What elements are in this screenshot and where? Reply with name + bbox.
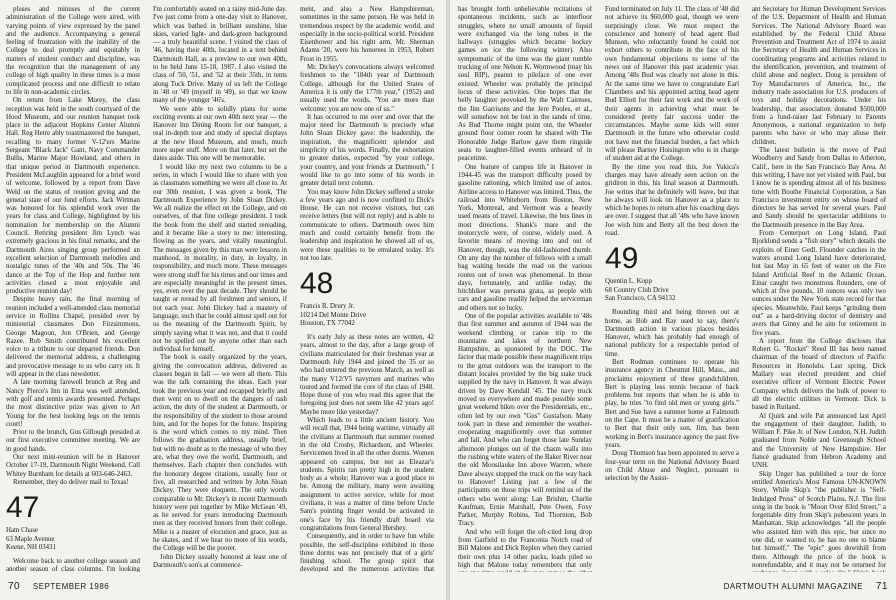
- paragraph: Prior to the brunch, Gus Gillough presided at our first executive committee meeting. We are in good hands.: [6, 429, 140, 453]
- page-number: 70: [8, 581, 21, 592]
- left-column-3: [300, 6, 434, 572]
- class-49-column-text: [605, 309, 739, 483]
- paragraph: And who will forget the oft-cited long drop from Garfield to the Franconia Notch road of Bill Malone and Dick Replen when they carried their own plus 14 other packs, loads piled so high that Malone today remembers that only: [458, 528, 592, 569]
- paragraph: Our next mini-reunion will be in Hanover October 17-19, Dartmouth Night Weekend. Call Whitey Burnham for details at 603-646-2463.: [6, 454, 140, 478]
- right-column-3: [752, 6, 886, 572]
- class-secretary-address: [300, 303, 434, 328]
- address-line: Francis R. Drury Jr.: [300, 303, 355, 311]
- issue-date: SEPTEMBER 1986: [32, 582, 110, 591]
- class-46-column-text: [6, 6, 140, 487]
- class-48-column-text-end: [605, 6, 739, 238]
- paragraph: Doug Thomson has been appointed to serve a four-year term on the National Advisory Board on Child Abuse and Neglect, pursuant to selection by the Assist-: [605, 450, 739, 483]
- address-line: Ham Chase: [6, 527, 38, 535]
- class-47-column-text-continued: [153, 6, 287, 570]
- class-48-heading-block: [300, 269, 434, 572]
- paragraph: One of the popular activities available to '48s that first summer and autumn of 1944 was the weekend climbing or canoe trip to the mountains and lakes of northern New Hampshire, as sponsored by the DOC. The factor that made possible these magnificent trips to the great outdoors was the transport to the distant locales provided by the big stake truck supplied by the navy in Hanover. It was always driven by Dave Kendall '45. The navy truck moved us everywhere and made possible some great weekend hikes over the Presidentials, etc., often led by our own "Gus" Gustafson. Many took part in these and remember the weather-cooperating magnificently over that summer and fall. And who can forget those late Sunday afternoon plunges out of the chasm walls into the rushing white waters of the Baker River near the old Moosilauke Inn above Warren, where Dave always stopped the truck on the way back to Hanover! Listing just a few of the participants on those trips will remind us of the others who went along: Lan Brishin, Charlie Kaufman, Ernie Marshall, Pete Owen, Foxy Parker, Murphy Robins, Ted Thornton, Bob Tracy.: [458, 312, 592, 528]
- left-page: [0, 0, 446, 600]
- paragraph: We were able to solidly plans for some exciting events at our own 40th next year — the Hanover Inn Dining Room for our banquet, a real in-depth tour and study of special displays at the new Hood Museum, and much, much more super stuff. More on that later, but set the dates aside. This one will be memorable.: [153, 105, 287, 163]
- class-49-heading-block: [605, 244, 739, 483]
- paragraph: Bert Rodman continues to operate his insurance agency in Chestnut Hill, Mass., and proclaims enjoyment of three grandchildren. Bert is playing less tennis because of back problems but reports that when he is able to play, he tries "to find old men or young girls." Bert and Sue have a summer home at Falmouth on the Cape. It must be a matter of gratification to Bert that their only son, Jim, has been working in Bert's insurance agency the past five years.: [605, 358, 739, 449]
- paragraph: You may know John Dickey suffered a stroke a few years ago and is now confined to Dick's House. He can not receive visitors, but can receive letters (but will not reply) and is able to communicate to others. Dartmouth owes him much and could certainly benefit from the leadership and inspiration he showed all of us, were these qualities to be emulated today. It's not too late.: [300, 188, 434, 262]
- address-line: Quentin L. Kopp: [605, 278, 652, 286]
- paragraph: From Centerport on Long Island, Paul Bjorklund sends a "fish story" which details the exploits of Einer Gedl. Flounder catches in the waters around Long Island have deteriorated, but last May in 65 feet of water on the Fire Island Artificial Reef in the Atlantic Ocean, Einar caught two monstrous flounders, one of which at five pounds, 10 ounces was only two ounces under the New York state record for that species. Meanwhile, Paul keeps "grinding them out" as a hard-driving doctor of dentistry and avers that Ginny and he aim for retirement in five years.: [752, 230, 886, 337]
- paragraph: A late morning farewell brunch at Reg and Nancy Pierce's Inn in Etna was well attended, with golf and tennis awards presented. Perhaps the most distinctive prize was given to Art Young for the best looking legs on the tennis court!: [6, 379, 140, 428]
- class-48-column-text: [300, 334, 434, 572]
- class-47-column-text-end: [300, 6, 434, 263]
- class-48-column-text-continued: [458, 6, 592, 572]
- left-page-folio: [8, 581, 109, 592]
- class-year-number: 49: [605, 242, 639, 276]
- address-line: 63 Maple Avenue: [6, 535, 55, 543]
- paragraph: On return from Lake Morey, the class reception was held in the south courtyard of the Hood Museum, and our reunion banquet took place in the adjacent Hopkins Center Alumni Hall. Reg Hetre ably toastmastered the banquet, recalling to many former V-12'ers Marine Sergeant "Black Jack" Gant, Navy Commander Bullis, Marine Major Howland, and others in that unique period in Dartmouth experience. President McLaughlin appeared for a brief word of welcome, followed by a report from Dave Weld on the status of reunion giving and the general state of our fund efforts. Jack Wittman was honored for his splendid work over the years for class and College, highlighted by his nomination for membership on the Alumni Council. Retiring president Jim Lynch was extremely gracious in his final remarks, and the Dartmouth Aires singing group performed an excellent selection of Dartmouth melodies and nostalgic tunes of the '40s and '50s. The '46 dance at the Top of the Hop and further tent activities closed a most enjoyable and productive reunion day!: [6, 97, 140, 296]
- paragraph: Mr. Dickey's convocations always welcomed freshmen to the "184th year of Dartmouth College, although for the United States of America it is only the 177th year," (1952) and usually used the words, "You are more than welcome; you are now one of us.": [300, 64, 434, 113]
- right-page: [450, 0, 896, 600]
- paragraph: The book is easily organized by the years, giving the convocation address, delivered as classes began in fall — we were all there. This was the talk containing the ideas. Each year took the previous year and recapped briefly and then went on to dwell on the dangers of rash action, the duty of the student at Dartmouth, or the responsibility of the student to those around him, and for the hopes for the future. Inspiring is the word which comes to my mind. Then follows the graduation address, usually brief, but with no doubt as to the message of who they are, what they owe the world, Dartmouth, and themselves. Each chapter then concludes with the honorary degree citations, usually four or five, all researched and written by John Sloan Dickey. They were eloquent. The only words comparable to Mr. Dickey's in recent Dartmouth history were put together by Mike McGean '49, as he served for years introducing Dartmouth men as they received honors from their college. Mike is a master of elocution and grace, just as he skates, and if we hear no more of his words, the College will be the poorer.: [153, 354, 287, 553]
- paragraph: Remember, they do deliver mail to Texas!: [13, 478, 129, 486]
- paragraph: It's early July as these notes are written, 42 years, almost to the day, after a large group of civilians matriculated for their freshman year at Dartmouth July 1944 and joined the 35 or so who had entered the previous March, as well as the many V12/V5 navymen and marines who toured and formed the core of the class of 1948. Hope those of you who read this agree that the foregoing just does not seem like 42 years ago! Maybe more like yesterday?: [300, 334, 434, 416]
- paragraph: The latest bulletin is the move of Paul Woodberry and Sandy from Dallas to Atherton, Calif., here in the San Francisco Bay Area. At this writing, I have not yet visited with Paul, but I know he is spending almost all of his business time with Boothe Financial Corporation, a San Francisco investment entity on whose board of directors he has served for several years. Paul and Sandy should be spectacular additions to the Dartmouth presence in the Bay Area.: [752, 147, 886, 229]
- paragraph: Despite heavy rain, the final morning of reunion included a well-attended class memorial service in Rollins Chapel, presided over by ministerial classmates Don Fitzsimmons, George Magoon, Jon O'Brien, and George Razee. Rob Smith contributed his excellent voice to a tribute to our departed friends. Don delivered the memorial address, a challenging and provocative message to us who carry on. It will appear in the class newsletter.: [6, 296, 140, 379]
- paragraph: ment, and also a New Hampshireman, sometimes in the same person. He was held in tremendous respect by the academic world, and especially in the socio-political world. President Eisenhower and his right arm, Mr. Sherman Adams '20, were his honorees in 1953, Robert Frost in 1955.: [300, 6, 434, 63]
- paragraph: Skip Unger has published a tour de force entitled America's Most Famous UN-KNOWN Story. While Skip's "the publisher is "Self-Indulged Press" of Scotch Plains, N.J. The first song in the book is "Moon Over 83rd Street," a forgettable ditty from Skip's pubescent years in Manhattan. Skip acknowledges "all the people who assisted him with this epic, but since no one did, or wanted to, he has no one to blame but himself." The "epic" goes downhill from there. Although the price of the book is nonrefundable, and it may not be returned for: [752, 470, 886, 569]
- paragraph: It has occurred to me over and over that the major need for Dartmouth is precisely what John Sloan Dickey gave: the leadership, the inspiration, the magnificent splendor and simplicity of his words. Finally, the exhortation to greater duties, expected "by your college, your country, and your friends at Dartmouth." I would like to go into some of his words in greater detail next column.: [300, 113, 434, 188]
- left-column-2: [153, 6, 287, 572]
- class-49-column-text-continued: [752, 6, 886, 572]
- right-page-folio: [724, 581, 888, 592]
- paragraph: I'm comfortably seated on a rainy mid-June day. I've just come from a one-day visit to Hanover, which was bathed in brilliant sunshine, blue skies, varied light- and dark-green background — a truly beautiful scene. I visited the class of '46, having their 40th, located in a tent behind Dartmouth Hall, as a preview to our own 40th, to be held June 15-18, 1987. I also visited the class of '50, '51, and '52 at their 35th, in tents along Tuck Drive. Many of us left the College in '48 or '49 (myself in '49), so that we know many of the younger '46's.: [153, 6, 287, 105]
- paragraph: Which leads to a little ancient history. You will recall that, 1944 being wartime, virtually all the civilians at Dartmouth that summer roomed in the old Crosby, Richardson, and Wheeler. Servicemen lived in all the other dorms. Women appeared on campus, but not as Eleazar's students. Spirits ran pretty high in the student body as a whole; Hanover was a good place to be. Among the military, many were awaiting assignment to active service, while for most civilians, it was a matter of time before Uncle Sam's pointing finger would be activated in one's face by his friendly draft board via congratulations from General Hershey.: [300, 417, 434, 532]
- paragraph: A report from the College discloses that Robert G. "Rocket" Reed III has been named chairman of the board of directors of Pacific Resources in Honolulu. Last spring, Dick Mallary was elected president and chief executive officer of Vermont Electric Power Company which delivers the bulk of power to all the electric utilities in Vermont. Dick is based in Rutland.: [752, 337, 886, 412]
- paragraph: John Dickey usually honored at least one of Dartmouth's son's at commence-: [153, 553, 287, 569]
- address-line: San Francisco, CA 94132: [605, 294, 676, 302]
- class-year-number: 47: [6, 491, 40, 525]
- paragraph: I would like my next two columns to be a series, in which I would like to share with you as classmates something we were all close to. At our 30th reunion, I was given a book, The Dartmouth Experience by John Sloan Dickey. We all realize the effect on the College, and on ourselves, of that fine college president. I took the book from the shelf and started rereading, and it became like a story to me: interesting, flowing as the years, and vitally meaningful. The messages given by this man were lessons in manhood, in morality, in duty, in loyalty, in responsibility, and much more. These messages were strong stuff for his times and our times and are especially meaningful in the present times, yes, even over the past decade. They should be taught or reread by all freshmen and seniors, if not each year. John Dickey had a mastery of language, such that he could almost spell out for us the meaning of the Dartmouth Spirit, by simply saying what it was not, and that it could not be spelled out by anyone other than each individual for himself.: [153, 163, 287, 354]
- address-line: 10214 Del Monte Drive: [300, 311, 367, 319]
- paragraph: Consequently, and in order to have fun while possible, the self-discipline exhibited in those three dorms was not precisely that of a girls' finishing school. The group spirit that developed and the numerous activities that: [300, 533, 434, 572]
- paragraph: By the time you read this, Joe Yukica's charges may have already seen action on the gridiron in this, his final season at Dartmouth. Joe writes that he definitely will leave, but that he always will look on Hanover as a place to which he hopes to return after his coaching days are over. I suggest that all '48s who have known Joe wish him and Betty all the best down the road.: [605, 163, 739, 238]
- page-number: 71: [875, 581, 888, 592]
- paragraph: pluses and minuses of the current administration of the College were aired, with varying points of view expressed by the panel and the audience. Accompanying a general feeling of frustration with the inability of the College to deal promptly and equitably in matters of student conduct and discipline, was the recognition that the management of any college of high quality in these times is a most complicated process and one difficult to relate to life in non-academic circles.: [6, 6, 140, 96]
- paragraph: Al Quirk and wife Pat announced last April the engagement of their daughter, Judith, to William F. Pike Jr. of New London, N.H. Judith graduated from Noble and Greenough School and the University of New Hampshire. Her fiancé graduated from Hebron Academy and UNH.: [752, 412, 886, 470]
- paragraph: Rounding third and being thrown out at home, as Bob and Ray used to say, there's Dartmouth action in various places besides Hanover, which has probably had enough of national publicity for a respectable period of time.: [605, 309, 739, 358]
- address-line: Houston, TX 77042: [300, 319, 355, 327]
- address-line: 68 Country Club Drive: [605, 286, 669, 294]
- left-column-1: [6, 6, 140, 572]
- class-47-column-text: [6, 558, 140, 572]
- paragraph: One feature of campus life in Hanover in 1944-45 was the transport difficulty posed by gasoline rationing, which limited use of autos. Airline access to Hanover was limited. Thus, the railroad into Whitehorn from Boston, New York, Montreal, and Vermont was a heavily used means of travel. Likewise, the bus lines in most directions. Shank's mare and the motorcycle were, of course, widely used. A favorite means of moving into and out of Hanover, though, was the old-fashioned thumb. On any day the number of fellows with a small bag waiting beside the road on the various routes out of town was phenomenal. In those days, fortunately, and unlike today, the hitchhiker was persona grata, as people with cars and gasoline readily helped the serviceman and others not so lucky.: [458, 163, 592, 312]
- class-secretary-address: [6, 527, 140, 552]
- magazine-name: DARTMOUTH ALUMNI MAGAZINE: [723, 582, 864, 591]
- paragraph: Fund terminated on July 11. The class of '48 did not achieve its $60,000 goal, though we were surprisingly close. We must respect the conscience and honesty of head agent Bud Munson, who reluctantly found he could not exhort others to contribute in the face of his own fundamental objections to some of the news out of Hanover this past academic year. Among '48s Bud was clearly not alone in this. At the same time we have to congratulate Earl Chambers and his appointed acting head agent Bud Elliott for their fast work and the work of their agents in achieving what must be considered pretty fair success under the circumstances. Maybe some kids will enter Dartmouth in the future who otherwise could not have met the financial burden, a fact which will please Barney Hoisington who is in charge of student aid at the College.: [605, 6, 739, 163]
- address-line: Keene, NH 03431: [6, 543, 56, 551]
- right-column-2: [605, 6, 739, 572]
- paragraph: has brought forth unbelievable recitations of spontaneous incidents, such as interfloor struggles, where no small amounts of liquid were exchanged via the long tubes in the hallways (struggles which became hockey games on ice the following winter). Also symptomatic of the time was the giant rumble trucking of one Nelson K. Wormwood (may his soul RIP), peanut to pileface of one ever existed. Wheeler was probably the principal locus of these activities. One hopes that the belly laughter provoked by the Walt Cairnses, the Jim Garrisons and the Jere Pooles, et al., will somehow not be lost in the sands of time. As Bud Thorne might point out, the Wheeler ground floor corner room he shared with The Honorable Judge Barlow gave them ringside seats to laughter-filled events unheard of in peacetime.: [458, 6, 592, 163]
- class-year-number: 48: [300, 267, 334, 301]
- right-column-1: [458, 6, 592, 572]
- paragraph: ant Secretary for Human Development Services of the U.S. Department of Health and Human Services. The National Advisory Board was established by the Federal Child Abuse Prevention and Treatment Act of 1974 to assist the Secretary of Health and Human Services in coordinating programs and activities related to the identification, prevention, and treatment of child abuse and neglect. Doug is president of Toy Manufacturers of America, Inc., the industry trade association for U.S. producers of toys and holiday decorations. Under his leadership, that association donated $500,000 from a fund-raiser last February to Parents Anonymous, a national organization to help parents who have or who may abuse their children.: [752, 6, 886, 146]
- class-secretary-address: [605, 278, 739, 303]
- paragraph: Welcome back to another college season and another season of class columns. I'm looking: [6, 558, 140, 572]
- class-47-heading-block: [6, 493, 140, 572]
